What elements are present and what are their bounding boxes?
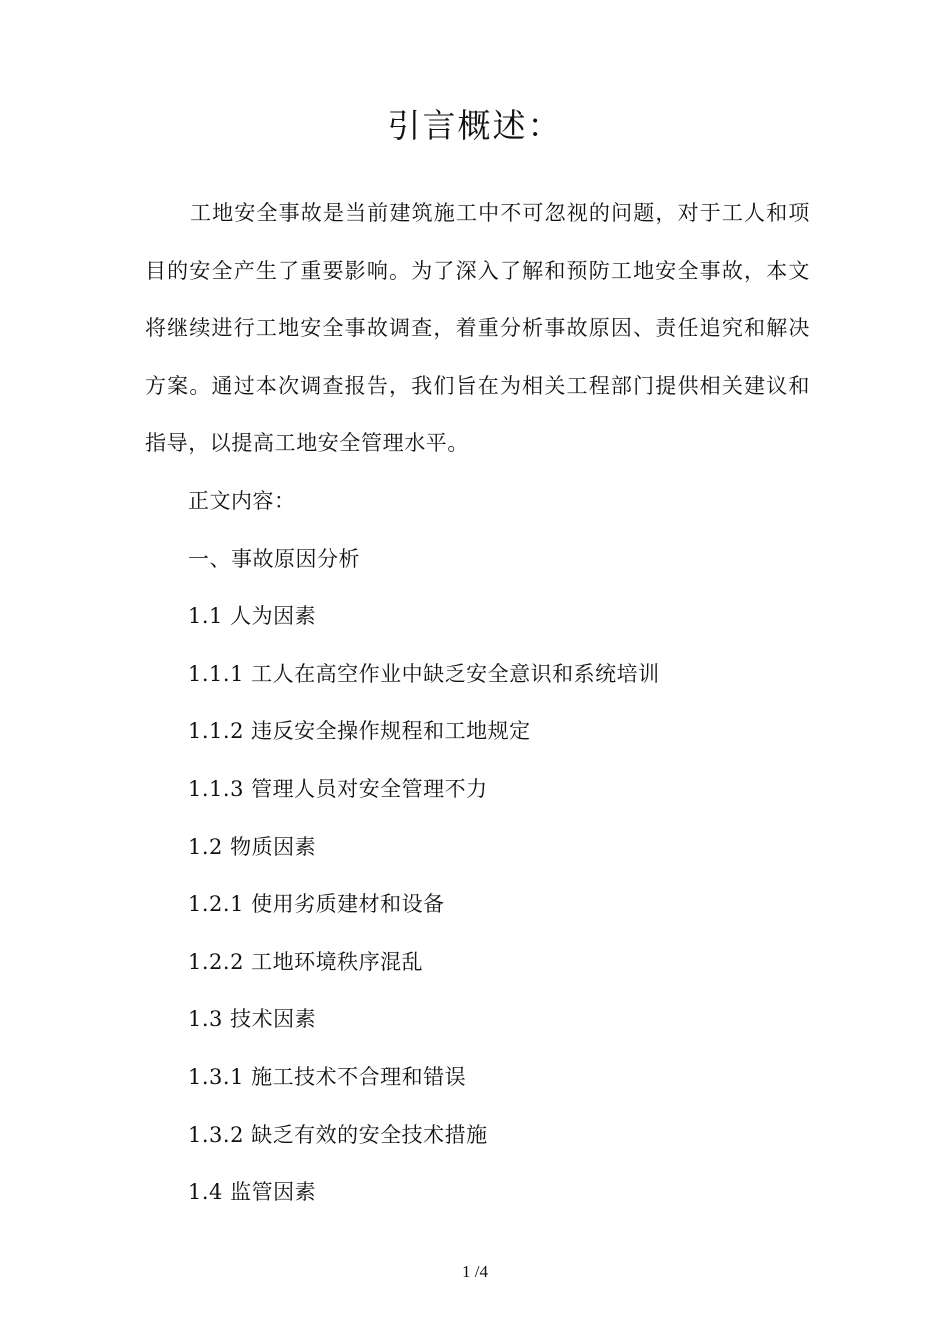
section-label: 正文内容： — [188, 489, 296, 513]
outline-item: 1.1 人为因素 — [188, 604, 317, 629]
outline-list — [188, 473, 808, 1222]
outline-item: 1.2.2 工地环境秩序混乱 — [188, 949, 424, 974]
outline-item: 1.3.1 施工技术不合理和错误 — [188, 1064, 467, 1089]
outline-item: 1.2.1 使用劣质建材和设备 — [188, 892, 445, 917]
outline-item: 1.3 技术因素 — [188, 1007, 317, 1032]
outline-item: 1.1.2 违反安全操作规程和工地规定 — [188, 719, 531, 744]
section-heading: 一、事故原因分析 — [188, 546, 360, 571]
outline-item: 1.4 监管因素 — [188, 1180, 317, 1205]
outline-item: 1.1.3 管理人员对安全管理不力 — [188, 776, 488, 801]
outline-item: 1.1.1 工人在高空作业中缺乏安全意识和系统培训 — [188, 661, 660, 686]
outline-item: 1.2 物质因素 — [188, 834, 317, 859]
outline-item: 1.3.2 缺乏有效的安全技术措施 — [188, 1122, 488, 1147]
page-title: 引言概述： — [387, 106, 563, 145]
page-number: 1 /4 — [462, 1262, 488, 1281]
intro-paragraph: 工地安全事故是当前建筑施工中不可忽视的问题，对于工人和项目的安全产生了重要影响。为了深入了解和预防工地安全事故，本文将继续进行工地安全事故调查，着重分析事故原因、责任追究和解决方案。通过本次调查报告，我们旨在为相关工程部门提供相关建议和指导，以提高工地安全管理水平。 — [145, 201, 810, 455]
